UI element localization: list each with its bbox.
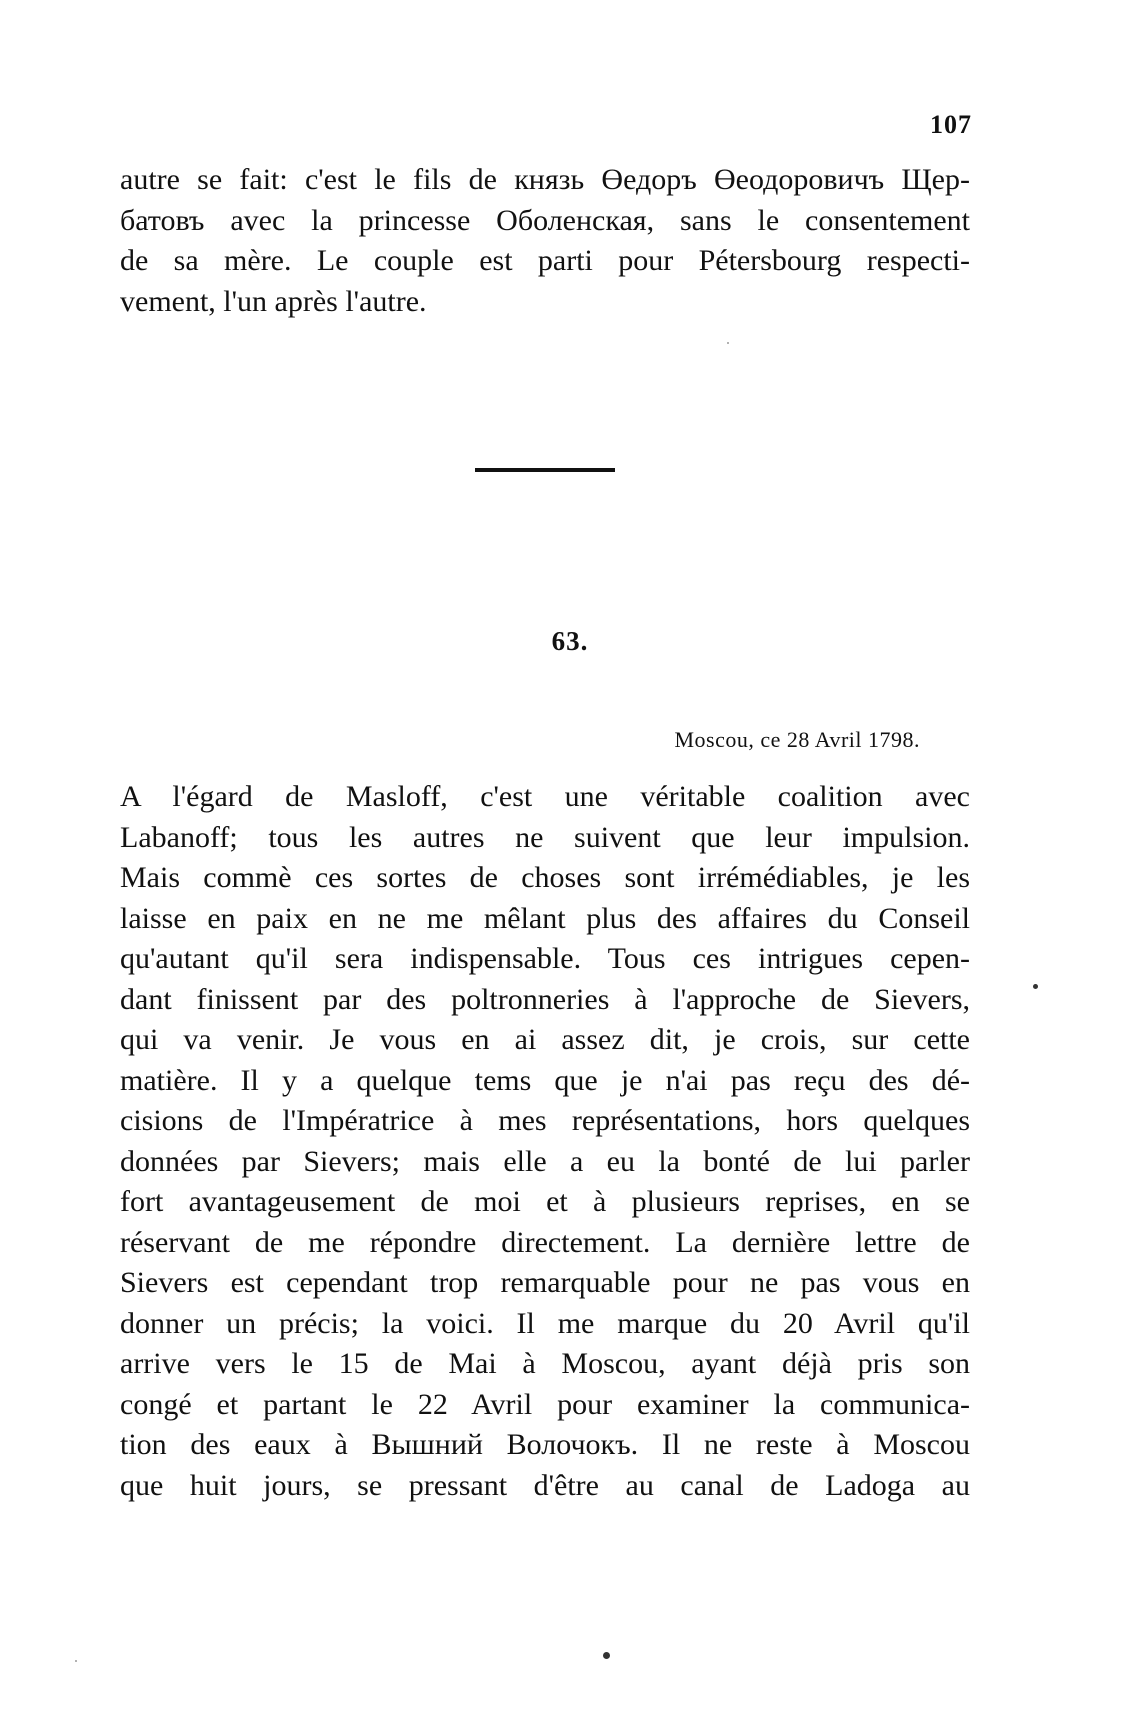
- print-speck: [727, 342, 729, 344]
- text-line: laisse en paix en ne me mêlant plus des affaires du Conseil: [120, 901, 970, 935]
- text-line: tion des eaux à Вышний Волочокъ. Il ne reste à Moscou: [120, 1428, 970, 1461]
- letter-body: [120, 777, 970, 1506]
- text-line: qui va venir. Je vous en ai assez dit, je crois, sur cette: [120, 1023, 970, 1056]
- print-speck: [75, 1660, 77, 1662]
- section-divider: [475, 468, 615, 472]
- page-number: 107: [930, 110, 972, 139]
- text-line: donner un précis; la voici. Il me marque du 20 Avril qu'il: [120, 1306, 970, 1340]
- text-line: qu'autant qu'il sera indispensable. Tous ces intrigues cepen-: [120, 942, 970, 975]
- text-line: Labanoff; tous les autres ne suivent que leur impulsion.: [120, 820, 970, 854]
- print-speck: [1033, 984, 1038, 989]
- text-line: congé et partant le 22 Avril pour examiner la communica-: [120, 1387, 970, 1421]
- text-line: Sievers est cependant trop remarquable pour ne pas vous en: [120, 1266, 970, 1299]
- text-line: données par Sievers; mais elle a eu la bonté de lui parler: [120, 1144, 970, 1178]
- text-line: dant finissent par des poltronneries à l'approche de Sievers,: [120, 982, 970, 1016]
- text-line: vement, l'un après l'autre.: [120, 284, 427, 318]
- text-line: батовъ avec la princesse Оболенская, sans le consentement: [120, 203, 970, 237]
- text-line: réservant de me répondre directement. La dernière lettre de: [120, 1225, 970, 1259]
- text-line: arrive vers le 15 de Mai à Moscou, ayant déjà pris son: [120, 1347, 970, 1380]
- text-line: matière. Il y a quelque tems que je n'ai pas reçu des dé-: [120, 1063, 970, 1097]
- letter-number: 63.: [551, 626, 589, 656]
- print-speck: [603, 1652, 610, 1659]
- text-line: autre se fait: c'est le fils de князь Өедоръ Өеодоровичъ Щер-: [120, 163, 970, 196]
- text-line: fort avantageusement de moi et à plusieurs reprises, en se: [120, 1185, 970, 1218]
- text-line: A l'égard de Masloff, c'est une véritable coalition avec: [120, 780, 970, 813]
- text-line: cisions de l'Impératrice à mes représentations, hors quelques: [120, 1104, 970, 1137]
- text-line: que huit jours, se pressant d'être au canal de Ladoga au: [120, 1468, 970, 1502]
- letter-dateline: Moscou, ce 28 Avril 1798.: [674, 727, 920, 752]
- text-line: de sa mère. Le couple est parti pour Pétersbourg respecti-: [120, 244, 970, 277]
- previous-letter-text: [120, 160, 970, 322]
- text-line: Mais commè ces sortes de choses sont irrémédiables, je les: [120, 861, 970, 894]
